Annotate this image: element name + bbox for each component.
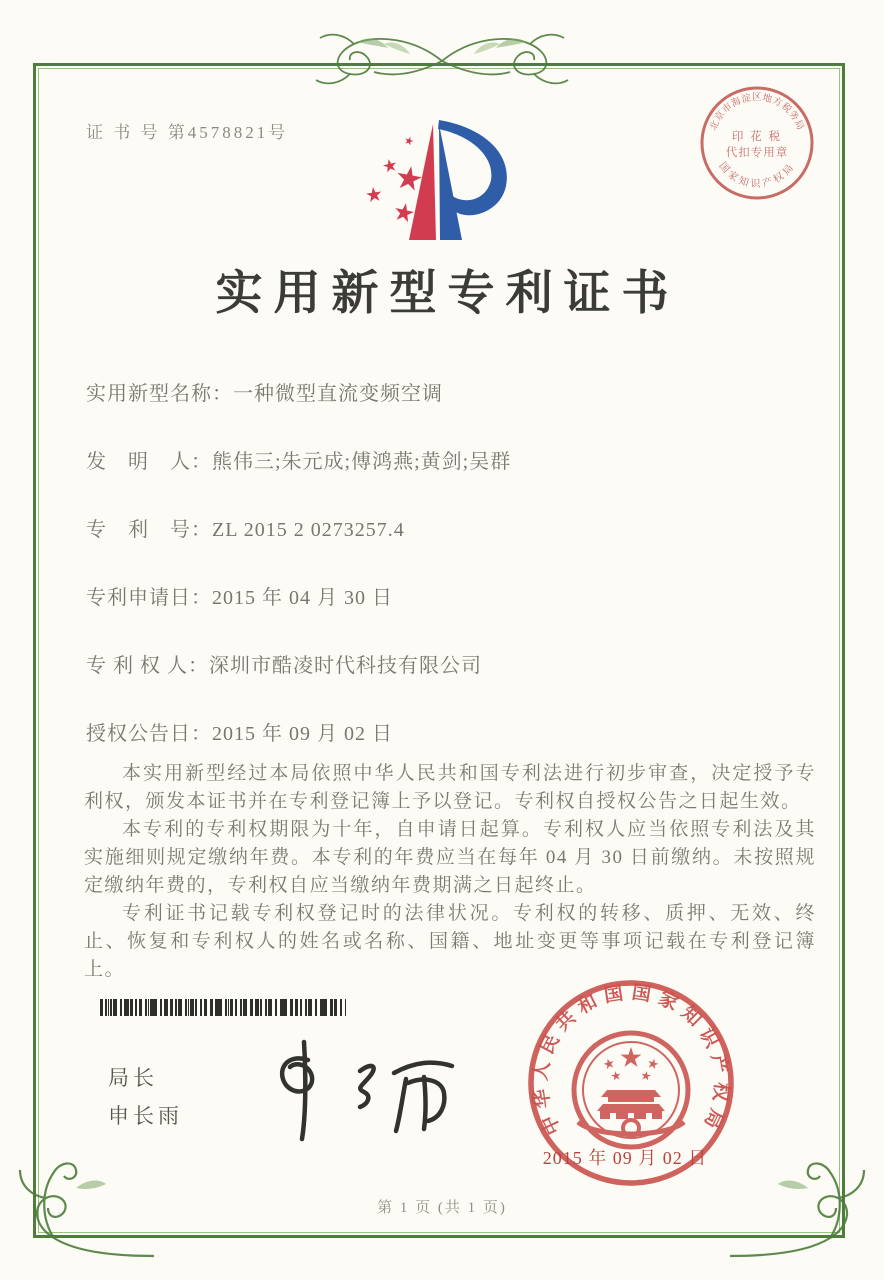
tax-seal-arc-top-text: 北京市海淀区地方税务局 <box>708 93 806 133</box>
field-row-patentee <box>86 654 816 678</box>
field-row-patent-number <box>86 518 816 542</box>
svg-text:国家知识产权局 <box>716 160 797 190</box>
tax-seal-arc-bottom-text: 国家知识产权局 <box>716 160 798 191</box>
body-paragraph-3: 专利证书记载专利权登记时的法律状况。专利权的转移、质押、无效、终止、恢复和专利权人的姓名或名称、国籍、地址变更等事项记载在专利登记簿上。 <box>84 903 816 980</box>
field-value: 2015 年 04 月 30 日 <box>212 587 393 609</box>
field-row-utility-model-name <box>86 382 816 406</box>
field-value: ZL 2015 2 0273257.4 <box>212 519 405 541</box>
field-label: 实用新型名称： <box>86 383 233 405</box>
field-value: 熊伟三;朱元成;傅鸿燕;黄剑;吴群 <box>212 451 512 473</box>
field-label: 专 利 号： <box>86 519 212 541</box>
star-icon <box>365 135 423 222</box>
director-signature <box>256 1036 468 1148</box>
patent-office-logo <box>352 108 557 248</box>
director-name-label: 申长雨 <box>108 1105 183 1128</box>
legal-text-block <box>84 760 816 984</box>
page-footer: 第 1 页 (共 1 页) <box>377 1200 507 1216</box>
field-label: 专利申请日： <box>86 587 212 609</box>
certificate-barcode <box>100 999 346 1016</box>
certificate-number: 证 书 号 第4578821号 <box>86 123 289 142</box>
field-label: 授权公告日： <box>86 723 212 745</box>
national-emblem-icon <box>574 1033 688 1147</box>
field-label: 发 明 人： <box>86 451 212 473</box>
office-seal-ring-text: 中华人民共和国国家知识产权局 <box>530 982 732 1138</box>
top-flourish-ornament <box>292 24 592 90</box>
tax-seal-center-line2: 代扣专用章 <box>725 147 789 159</box>
body-paragraph-1: 本实用新型经过本局依照中华人民共和国专利法进行初步审查，决定授予专利权，颁发本证书并在专利登记簿上予以登记。专利权自授权公告之日起生效。 <box>84 763 816 812</box>
field-value: 一种微型直流变频空调 <box>233 383 443 405</box>
body-paragraph-2: 本专利的专利权期限为十年，自申请日起算。专利权人应当依照专利法及其实施细则规定缴纳年费。本专利的年费应当在每年 04 月 30 日前缴纳。未按照规定缴纳年费的，专利权自应当缴纳年费期满之日起终止。 <box>84 819 816 896</box>
field-row-inventors <box>86 450 816 474</box>
svg-text:北京市海淀区地方税务局 <box>707 91 806 132</box>
tax-stamp-seal <box>696 82 818 204</box>
logo-blue-wedge <box>439 124 462 240</box>
tax-seal-center-line1: 印 花 税 <box>731 131 783 143</box>
seal-date: 2015 年 09 月 02 日 <box>542 1148 708 1168</box>
certificate-title: 实用新型专利证书 <box>215 268 680 320</box>
field-label: 专 利 权 人： <box>86 655 209 677</box>
field-value: 2015 年 09 月 02 日 <box>212 723 393 745</box>
field-row-grant-date <box>86 722 816 746</box>
director-role-label: 局长 <box>108 1067 158 1090</box>
field-value: 深圳市酷凌时代科技有限公司 <box>209 655 482 677</box>
certificate-fields <box>86 382 816 790</box>
field-row-filing-date <box>86 586 816 610</box>
